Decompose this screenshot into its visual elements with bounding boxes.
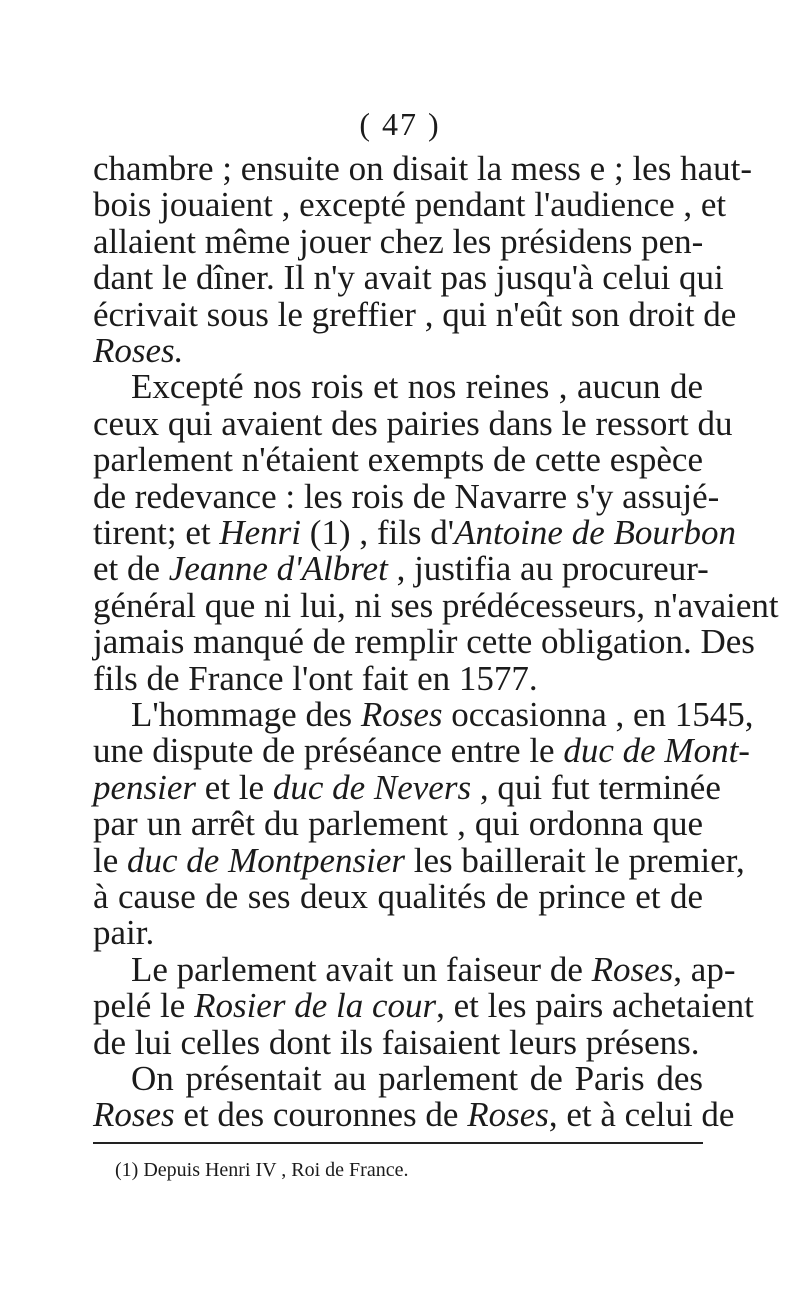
italic-text-run: Roses [93, 1095, 175, 1135]
italic-text-run: Roses [360, 695, 443, 734]
text-run: les baillerait le premier, [405, 840, 745, 880]
text-run: jamais manqué de remplir cette obligation. Des [93, 622, 755, 662]
page-number: ( 47 ) [359, 106, 441, 142]
text-run: fils de France l'ont fait en 1577. [93, 658, 538, 698]
text-run: bois jouaient , excepté pendant l'audience , et [93, 185, 727, 225]
text-run: général que ni lui, ni ses prédécesseurs, n'avaient [93, 585, 779, 625]
italic-text-run: Jeanne d'Albret [168, 549, 388, 589]
text-run: à cause de ses deux qualités de prince et de [93, 877, 703, 916]
text-run: chambre ; ensuite on disait la mess e ; les haut- [93, 149, 752, 188]
text-run: , justifia au procureur- [387, 549, 709, 589]
text-run: Excepté nos rois et nos reines , aucun de [131, 367, 703, 407]
text-run: ceux qui avaient des pairies dans le ressort du [93, 403, 733, 443]
italic-text-run: Henri [219, 513, 302, 552]
text-run: et de [93, 549, 169, 589]
text-run: tirent; et [93, 513, 220, 552]
text-run: pelé le [93, 986, 195, 1026]
text-run: occasionna , en 1545, [442, 695, 754, 734]
italic-text-run: duc de Mont- [563, 731, 750, 771]
text-run: écrivait sous le greffier , qui n'eût son droit de [93, 294, 737, 334]
text-run: allaient même jouer chez les présidens pen- [93, 221, 704, 261]
italic-text-run: Roses [467, 1095, 549, 1135]
text-run: et des couronnes de [174, 1095, 468, 1135]
italic-text-run: Roses [591, 949, 674, 989]
text-run: le [93, 840, 128, 880]
text-run: (1) , fils d' [301, 513, 455, 552]
text-run: L'hommage des [131, 695, 361, 734]
text-run: une dispute de préséance entre le [93, 731, 564, 771]
text-run: de lui celles dont ils faisaient leurs présens. [93, 1022, 700, 1062]
text-run: dant le dîner. Il n'y avait pas jusqu'à celui qui [93, 258, 724, 298]
text-run: , et à celui de [548, 1095, 735, 1135]
italic-text-run: Rosier de la cour [194, 986, 437, 1026]
footnote: (1) Depuis Henri IV , Roi de France. [115, 1159, 409, 1181]
text-run: Le parlement avait un faiseur de [131, 949, 592, 989]
italic-text-run: duc de Nevers [272, 767, 472, 807]
text-run: , et les pairs achetaient [436, 986, 754, 1026]
text-run: pair. [93, 913, 155, 953]
text-run: et le [196, 767, 273, 807]
text-run: par un arrêt du parlement , qui ordonna que [93, 804, 703, 844]
italic-text-run: pensier [93, 767, 197, 807]
text-run: de redevance : les rois de Navarre s'y assujé- [93, 476, 720, 516]
text-line [93, 1092, 735, 1138]
text-run: , qui fut terminée [471, 767, 721, 807]
text-run: parlement n'étaient exempts de cette espèce [93, 440, 703, 480]
italic-text-run: duc de Montpensier [127, 840, 405, 880]
italic-text-run: Antoine de Bourbon [454, 513, 737, 552]
text-run: , ap- [673, 949, 736, 989]
italic-text-run: Roses. [93, 331, 184, 370]
text-run: On présentait au parlement de Paris des [131, 1059, 703, 1098]
footnote-rule [93, 1142, 703, 1144]
